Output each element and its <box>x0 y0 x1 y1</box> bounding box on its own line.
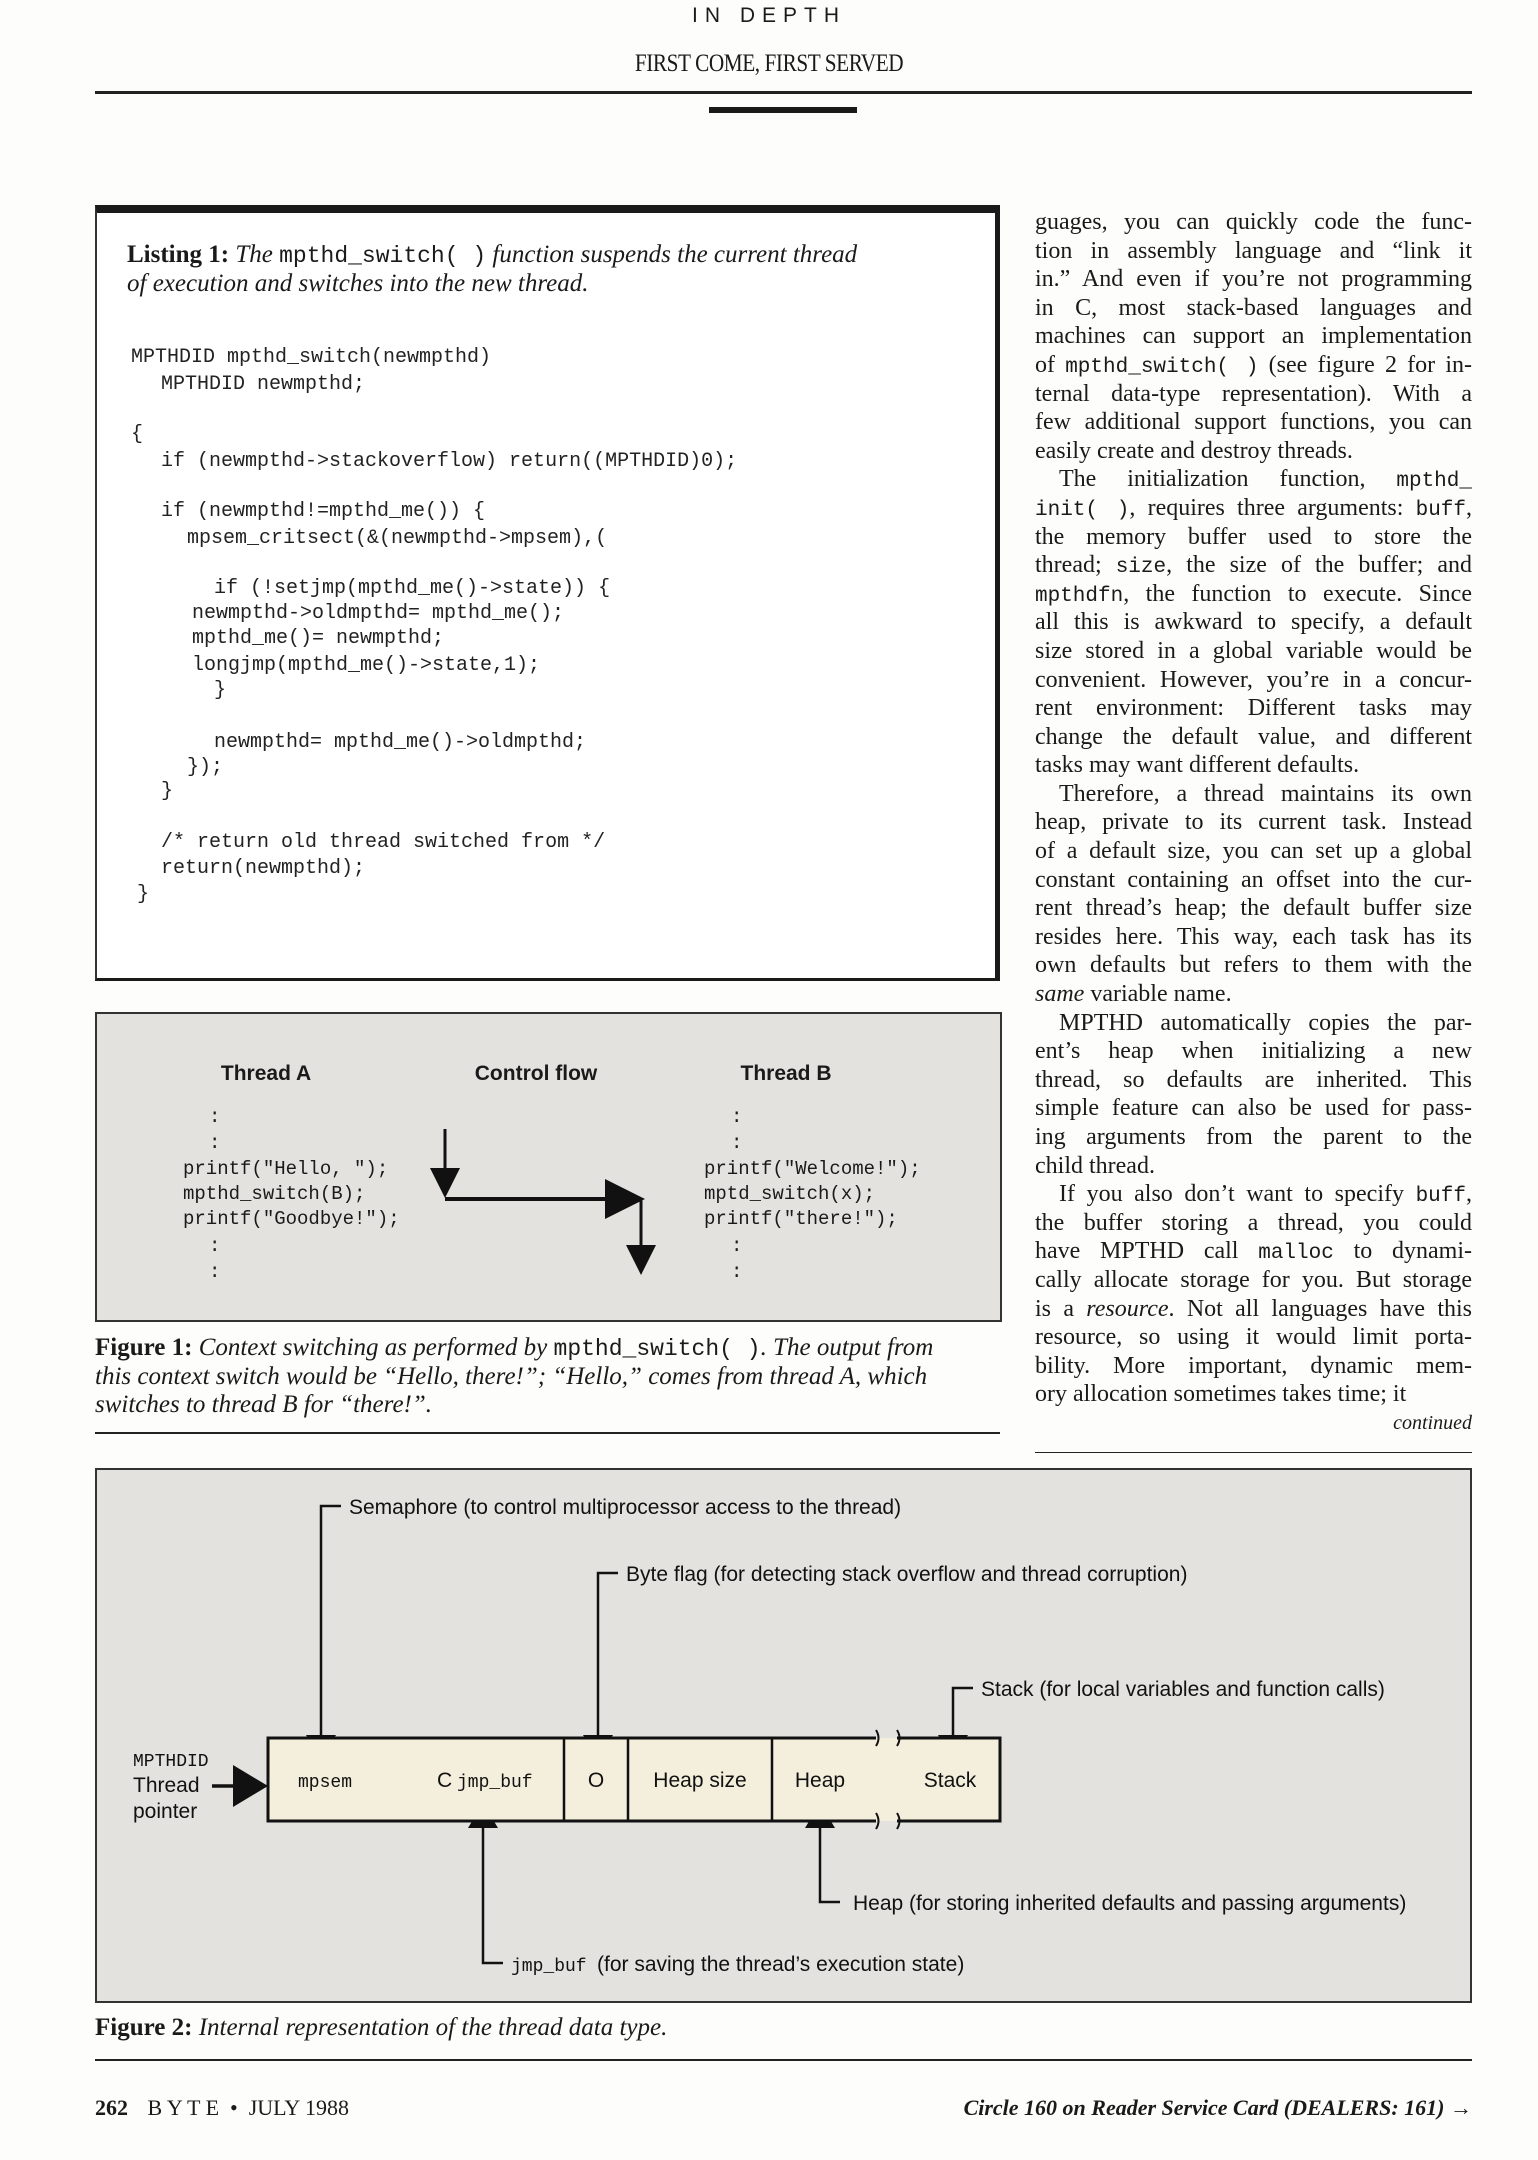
body-text-line <box>1035 980 1472 1009</box>
text-segment: the memory buffer used to store the <box>1035 523 1472 550</box>
text-segment: Therefore, a thread maintains its own <box>1059 780 1472 807</box>
text-segment: machines can support an implementation <box>1035 323 1472 350</box>
body-text-line <box>1035 1323 1472 1352</box>
cell-heap-size: Heap size <box>653 1769 747 1792</box>
dots: : <box>209 1235 221 1257</box>
figure-label: Figure 1: <box>95 1334 193 1361</box>
semaphore-label: Semaphore (to control multiprocessor access to the thread) <box>349 1496 902 1519</box>
code-line: MPTHDID newmpthd; <box>161 373 366 396</box>
body-text-line <box>1035 494 1472 523</box>
body-text-column <box>1035 208 1472 1438</box>
code-line: if (!setjmp(mpthd_me()->state)) { <box>214 577 611 600</box>
text-segment: tion in assembly language and “link it <box>1035 237 1472 264</box>
text-segment: resource <box>1086 1295 1169 1322</box>
control-flow-arrow <box>97 1014 1000 1320</box>
thread-data-type-diagram <box>97 1470 1474 2005</box>
body-text-line <box>1035 408 1472 437</box>
text-segment: simple feature can also be used for pass- <box>1035 1095 1472 1122</box>
text-segment: resource, so using it would limit porta- <box>1035 1324 1472 1351</box>
cell-mpsem: mpsem <box>298 1773 353 1793</box>
listing-caption <box>127 241 967 298</box>
body-text-line <box>1035 1123 1472 1152</box>
thread-b-code: mptd_switch(x); <box>704 1183 876 1205</box>
text-segment: easily create and destroy threads. <box>1035 437 1353 464</box>
figure-2-caption <box>95 2014 667 2042</box>
text-segment: in.” And even if you’re not programming <box>1035 266 1472 293</box>
code-line: return(newmpthd); <box>161 857 366 880</box>
figure-label: Figure 2: <box>95 2014 193 2041</box>
text-segment: cally allocate storage for you. But storage <box>1035 1266 1472 1293</box>
caption-text: function suspends the current thread <box>492 241 858 268</box>
code-line: if (newmpthd->stackoverflow) return((MPTHDID)0); <box>161 450 738 473</box>
code-line: MPTHDID mpthd_switch(newmpthd) <box>131 346 492 369</box>
text-segment: in C, most stack-based languages and <box>1035 294 1472 321</box>
text-segment: mpthd_ <box>1396 470 1472 494</box>
body-text-line <box>1035 923 1472 952</box>
text-segment: . Not all languages have this <box>1168 1295 1472 1322</box>
body-text-line <box>1035 1266 1472 1295</box>
text-segment: ent’s heap when initializing a new <box>1035 1038 1472 1065</box>
code-line: } <box>214 679 227 702</box>
dots: : <box>209 1261 221 1283</box>
text-segment: is a <box>1035 1295 1087 1322</box>
body-text-line <box>1035 694 1472 723</box>
caption-text: The <box>235 241 273 268</box>
code-line: /* return old thread switched from */ <box>161 831 606 854</box>
caption-text: switches to thread B for “there!”. <box>95 1391 433 1418</box>
dots: : <box>209 1132 221 1154</box>
text-segment: ory allocation sometimes takes time; it <box>1035 1381 1407 1408</box>
control-flow-heading: Control flow <box>474 1062 598 1085</box>
body-text-line <box>1035 294 1472 323</box>
text-segment: malloc <box>1258 1242 1334 1266</box>
text-segment: same <box>1035 981 1085 1008</box>
text-segment: buff <box>1415 498 1467 522</box>
dots: : <box>731 1235 743 1257</box>
section-kicker: IN DEPTH <box>691 4 846 27</box>
body-text-line <box>1035 380 1472 409</box>
dots: : <box>731 1106 743 1128</box>
text-segment: , <box>1466 1181 1472 1208</box>
text-segment: mpthdfn <box>1035 584 1124 608</box>
text-segment: thread; <box>1035 552 1116 579</box>
body-text-line <box>1035 265 1472 294</box>
text-segment: thread, so defaults are inherited. This <box>1035 1066 1472 1093</box>
body-text-line <box>1035 1037 1472 1066</box>
code-line: longjmp(mpthd_me()->state,1); <box>192 654 541 677</box>
text-segment: size <box>1115 556 1167 580</box>
header-bar <box>709 107 857 113</box>
reader-service-note <box>964 2095 1472 2121</box>
mpthdid-label: MPTHDID <box>133 1752 209 1772</box>
body-text-line <box>1035 523 1472 552</box>
caption-text: Internal representation of the thread data type. <box>198 2014 668 2041</box>
cell-c: C <box>437 1769 453 1792</box>
text-segment: , the function to execute. Since <box>1123 580 1472 607</box>
thread-b-heading: Thread B <box>740 1062 832 1085</box>
body-text-line <box>1035 780 1472 809</box>
text-segment: heap, private to its current task. Instead <box>1035 809 1472 836</box>
dots: : <box>731 1132 743 1154</box>
figure-1-rule <box>95 1432 1000 1434</box>
page-number: 262 <box>95 2095 128 2120</box>
text-segment: tasks may want different defaults. <box>1035 752 1360 779</box>
thread-a-code: mpthd_switch(B); <box>183 1183 366 1205</box>
text-segment: have MPTHD call <box>1035 1238 1259 1265</box>
text-segment: bility. More important, dynamic mem- <box>1035 1352 1472 1379</box>
body-text-line <box>1035 1066 1472 1095</box>
text-segment: all this is awkward to specify, a default <box>1035 609 1472 636</box>
body-text-line <box>1035 723 1472 752</box>
text-segment: guages, you can quickly code the func- <box>1035 209 1472 235</box>
thread-a-code: printf("Goodbye!"); <box>183 1208 400 1230</box>
pointer-label: pointer <box>133 1800 198 1823</box>
body-text-line <box>1035 951 1472 980</box>
dots: : <box>731 1261 743 1283</box>
dots: : <box>209 1106 221 1128</box>
text-segment: , the size of the buffer; and <box>1166 552 1472 579</box>
thread-structure-box <box>268 1730 1000 1829</box>
caption-code: mpthd_switch( ) <box>279 243 487 269</box>
text-segment: change the default value, and different <box>1035 723 1472 750</box>
listing-1-box <box>95 205 1000 981</box>
body-text-line <box>1035 580 1472 609</box>
thread-b-code: printf("Welcome!"); <box>704 1158 921 1180</box>
thread-label: Thread <box>133 1774 200 1797</box>
thread-a-heading: Thread A <box>220 1062 312 1085</box>
text-segment: , <box>1466 494 1473 521</box>
caption-text: Context switching as performed by <box>198 1334 548 1361</box>
column-rule <box>1035 1452 1472 1453</box>
body-text-line <box>1035 351 1472 380</box>
text-segment: few additional support functions, you can <box>1035 409 1472 436</box>
thread-a-code: printf("Hello, "); <box>183 1158 389 1180</box>
reader-service-text: Circle 160 on Reader Service Card (DEALERS: 161) <box>963 2095 1445 2120</box>
text-segment: to dynami- <box>1333 1238 1472 1265</box>
text-segment: size stored in a global variable would be <box>1035 637 1472 664</box>
text-segment: of <box>1035 351 1066 378</box>
code-line: }); <box>187 756 224 779</box>
text-segment: buff <box>1415 1185 1466 1209</box>
text-segment: the buffer storing a thread, you could <box>1035 1209 1472 1236</box>
figure-1-caption <box>95 1334 1015 1419</box>
body-text-line <box>1035 894 1472 923</box>
jmp-buf-label: (for saving the thread’s execution state) <box>597 1953 965 1976</box>
text-segment: ing arguments from the parent to the <box>1035 1124 1472 1150</box>
body-text-line <box>1035 666 1472 695</box>
body-text-line <box>1035 437 1472 466</box>
caption-text: . The output from <box>760 1334 934 1361</box>
heap-label: Heap (for storing inherited defaults and passing arguments) <box>853 1892 1407 1915</box>
body-text-line <box>1035 1180 1472 1209</box>
text-segment: of a default size, you can set up a global <box>1035 838 1472 865</box>
cell-jmp-buf: jmp_buf <box>457 1773 533 1793</box>
body-text-line <box>1035 1094 1472 1123</box>
caption-text: this context switch would be “Hello, there!”; “Hello,” comes from thread A, which <box>95 1363 928 1390</box>
text-segment: rent environment: Different tasks may <box>1035 695 1472 722</box>
thread-b-code: printf("there!"); <box>704 1208 898 1230</box>
text-segment: mpthd_switch( ) <box>1065 355 1259 379</box>
arrow-right-icon: → <box>1450 2095 1472 2120</box>
text-segment: variable name. <box>1084 981 1232 1008</box>
body-text-line <box>1035 608 1472 637</box>
body-text-line <box>1035 866 1472 895</box>
text-segment: continued <box>1393 1411 1472 1434</box>
body-text-line <box>1035 837 1472 866</box>
footer-left <box>95 2095 349 2121</box>
text-segment: If you also don’t want to specify <box>1059 1181 1416 1208</box>
cell-stack: Stack <box>923 1769 977 1792</box>
code-line: } <box>137 883 150 906</box>
text-segment: (see figure 2 for in- <box>1258 351 1473 378</box>
cell-heap: Heap <box>794 1769 846 1792</box>
figure-1 <box>95 1012 1002 1322</box>
caption-text: of execution and switches into the new thread. <box>127 270 589 297</box>
code-line: mpsem_critsect(&(newmpthd->mpsem),( <box>187 527 608 550</box>
text-segment: constant containing an offset into the cur- <box>1035 866 1472 893</box>
cell-byte-flag: O <box>587 1769 605 1792</box>
text-segment: , requires three arguments: <box>1129 494 1416 521</box>
footer-rule <box>95 2059 1472 2061</box>
header-rule <box>95 91 1472 94</box>
body-text-line <box>1035 1380 1472 1409</box>
body-text-line <box>1035 237 1472 266</box>
byte-flag-label: Byte flag (for detecting stack overflow and thread corruption) <box>626 1563 1188 1586</box>
text-segment: own defaults but refers to them with the <box>1035 952 1472 979</box>
caption-code: mpthd_switch( ) <box>553 1336 761 1362</box>
body-text-line <box>1035 1352 1472 1381</box>
body-text-line <box>1035 1295 1472 1324</box>
body-text-line <box>1035 551 1472 580</box>
body-text-line <box>1035 1152 1472 1181</box>
text-segment: convenient. However, you’re in a concur- <box>1035 666 1472 693</box>
code-line: if (newmpthd!=mpthd_me()) { <box>161 500 486 523</box>
body-text-line <box>1035 808 1472 837</box>
code-line: newmpthd= mpthd_me()->oldmpthd; <box>214 731 587 754</box>
body-text-line <box>1035 1209 1472 1238</box>
text-segment: rent thread’s heap; the default buffer size <box>1035 895 1472 922</box>
text-segment: The initialization function, <box>1059 466 1397 493</box>
text-segment: resides here. This way, each task has its <box>1035 923 1472 950</box>
code-line: newmpthd->oldmpthd= mpthd_me(); <box>192 602 565 625</box>
text-segment: ternal data-type representation). With a <box>1035 380 1472 407</box>
magazine-issue: B Y T E • JULY 1988 <box>147 2095 349 2120</box>
code-line: { <box>131 423 144 446</box>
text-segment: child thread. <box>1035 1152 1155 1179</box>
code-line: mpthd_me()= newmpthd; <box>192 627 445 650</box>
body-text-line <box>1035 1009 1472 1038</box>
text-segment: MPTHD automatically copies the par- <box>1059 1009 1472 1036</box>
body-text-line <box>1035 1237 1472 1266</box>
text-segment: init( ) <box>1035 498 1130 522</box>
body-text-line <box>1035 322 1472 351</box>
stack-label: Stack (for local variables and function calls) <box>981 1678 1385 1701</box>
body-text-line <box>1035 208 1472 237</box>
body-text-line <box>1035 751 1472 780</box>
code-line: } <box>161 780 174 803</box>
figure-2 <box>95 1468 1472 2003</box>
listing-label: Listing 1: <box>127 241 230 268</box>
body-text-line <box>1035 1409 1472 1438</box>
body-text-line <box>1035 637 1472 666</box>
article-title: FIRST COME, FIRST SERVED <box>634 50 904 77</box>
jmp-buf-label-code: jmp_buf <box>511 1957 587 1977</box>
body-text-line <box>1035 465 1472 494</box>
